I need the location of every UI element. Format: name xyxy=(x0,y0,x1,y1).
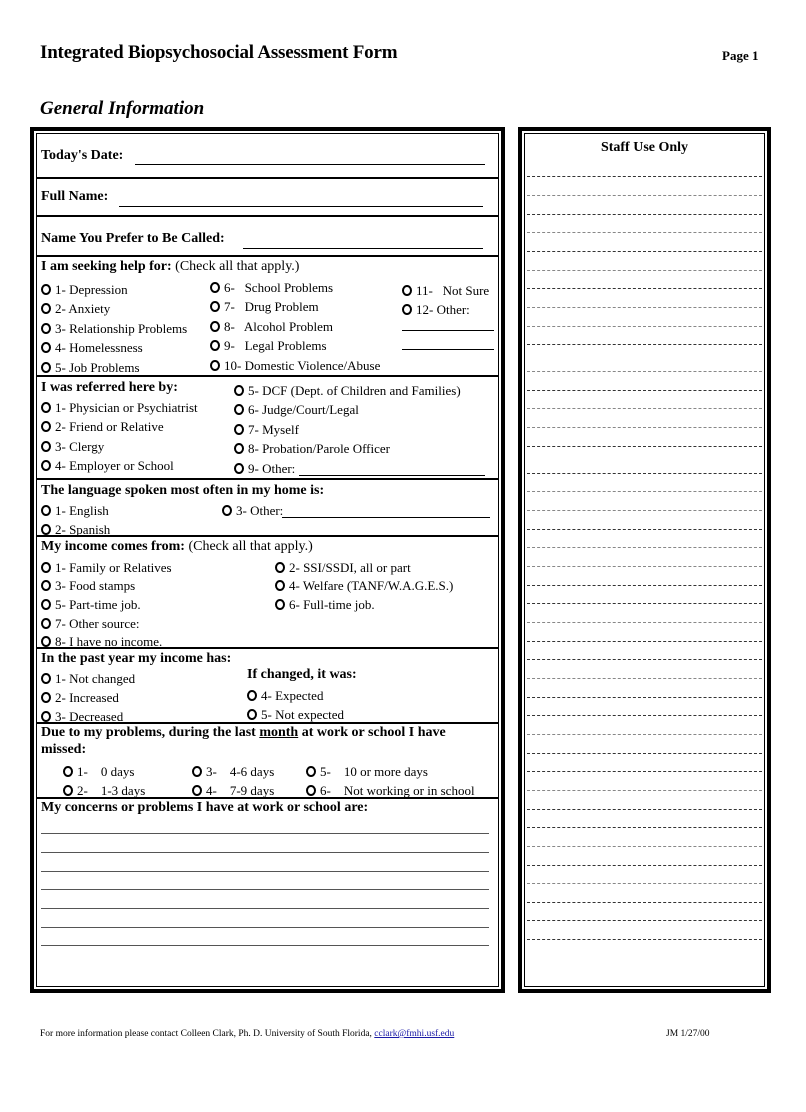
staff-line[interactable] xyxy=(527,883,762,884)
option-alcohol-problem[interactable] xyxy=(210,319,333,335)
radio-bullet-icon xyxy=(41,303,51,314)
option-4-6-days[interactable] xyxy=(192,764,274,780)
radio-bullet-icon xyxy=(210,360,220,371)
option-family-relatives[interactable] xyxy=(41,560,172,576)
option-judge-court[interactable] xyxy=(234,402,359,418)
option-label: 6- Judge/Court/Legal xyxy=(248,402,359,417)
staff-use-title: Staff Use Only xyxy=(600,140,689,155)
option-label: 8- Alcohol Problem xyxy=(224,319,334,334)
option-label: 4- Homelessness xyxy=(55,340,143,355)
option-label: 8- Probation/Parole Officer xyxy=(248,441,390,456)
option-10-plus-days[interactable] xyxy=(306,764,428,780)
option-referral-other[interactable] xyxy=(234,461,295,477)
staff-line[interactable] xyxy=(527,270,762,271)
option-number: 4- xyxy=(206,783,217,798)
option-domestic-violence[interactable] xyxy=(210,358,380,374)
radio-bullet-icon xyxy=(41,673,51,684)
option-label: 8- I have no income. xyxy=(55,634,163,649)
staff-use-frame xyxy=(518,127,771,993)
radio-bullet-icon xyxy=(41,402,51,413)
option-label: 2- Anxiety xyxy=(55,301,111,316)
missed-label-emphasis: month xyxy=(259,725,299,740)
concerns-line-2[interactable] xyxy=(41,852,489,853)
income-source-label xyxy=(41,539,313,555)
option-not-sure[interactable] xyxy=(402,283,489,299)
radio-bullet-icon xyxy=(41,562,51,573)
option-ssi-ssdi[interactable] xyxy=(275,560,411,576)
option-label: 3- Other: xyxy=(236,503,284,518)
radio-bullet-icon xyxy=(234,443,244,454)
radio-bullet-icon xyxy=(234,463,244,474)
option-label: 7- Other source: xyxy=(55,616,140,631)
footer-contact xyxy=(40,1029,454,1039)
staff-line[interactable] xyxy=(527,288,762,289)
staff-line[interactable] xyxy=(527,491,762,492)
option-label: 1- Depression xyxy=(55,282,128,297)
missed-label-part2: at work or school I have xyxy=(298,725,446,740)
concerns-section xyxy=(37,799,498,986)
radio-bullet-icon xyxy=(41,362,51,373)
option-depression[interactable] xyxy=(41,282,128,298)
concerns-line-7[interactable] xyxy=(41,945,489,946)
option-label: 5- Not expected xyxy=(261,707,345,722)
footer-revision: JM 1/27/00 xyxy=(666,1029,710,1039)
todays-date-field[interactable] xyxy=(135,164,485,165)
option-welfare[interactable] xyxy=(275,578,453,594)
option-label: 12- Other: xyxy=(416,302,470,317)
preferred-name-field[interactable] xyxy=(243,248,483,249)
page-number: Page 1 xyxy=(722,48,759,63)
option-probation-officer[interactable] xyxy=(234,441,390,457)
income-source-note: (Check all that apply.) xyxy=(188,539,313,554)
referred-by-label: I was referred here by: xyxy=(41,380,178,395)
option-label: 4-6 days xyxy=(229,764,275,779)
document-title: Integrated Biopsychosocial Assessment Form xyxy=(40,42,398,63)
option-number: 2- xyxy=(77,783,88,798)
option-myself[interactable] xyxy=(234,422,299,438)
staff-line[interactable] xyxy=(527,446,762,447)
staff-line[interactable] xyxy=(527,734,762,735)
staff-line[interactable] xyxy=(527,622,762,623)
option-label: 7- Myself xyxy=(248,422,299,437)
full-name-field[interactable] xyxy=(119,206,483,207)
option-clergy[interactable] xyxy=(41,439,104,455)
option-not-expected[interactable] xyxy=(247,707,344,723)
radio-bullet-icon xyxy=(210,340,220,351)
radio-bullet-icon xyxy=(234,385,244,396)
staff-line[interactable] xyxy=(527,344,762,345)
missed-days-label-line2: missed: xyxy=(41,742,87,757)
referral-other-field[interactable] xyxy=(299,475,485,476)
option-part-time-job[interactable] xyxy=(41,597,141,613)
radio-bullet-icon xyxy=(41,580,51,591)
radio-bullet-icon xyxy=(210,282,220,293)
option-decreased[interactable] xyxy=(41,709,123,725)
seeking-help-label xyxy=(41,259,299,275)
option-number: 5- xyxy=(320,764,331,779)
option-label: 4- Expected xyxy=(261,688,324,703)
income-change-label: In the past year my income has: xyxy=(41,651,232,666)
income-source-title: My income comes from: xyxy=(41,539,185,554)
option-number: 3- xyxy=(206,764,217,779)
option-label: 2- Friend or Relative xyxy=(55,419,164,434)
option-label: 4- Employer or School xyxy=(55,458,174,473)
radio-bullet-icon xyxy=(192,785,202,796)
other-help-field-1[interactable] xyxy=(402,330,494,331)
option-job-problems[interactable] xyxy=(41,360,140,376)
radio-bullet-icon xyxy=(234,424,244,435)
radio-bullet-icon xyxy=(247,709,257,720)
staff-frame-inner-border xyxy=(524,133,765,987)
seeking-help-note: (Check all that apply.) xyxy=(175,259,300,274)
concerns-line-6[interactable] xyxy=(41,927,489,928)
radio-bullet-icon xyxy=(275,562,285,573)
radio-bullet-icon xyxy=(41,441,51,452)
option-expected[interactable] xyxy=(247,688,323,704)
staff-line[interactable] xyxy=(527,232,762,233)
staff-line[interactable] xyxy=(527,529,762,530)
option-label: 5- DCF (Dept. of Children and Families) xyxy=(248,383,461,398)
option-legal-problems[interactable] xyxy=(210,338,327,354)
staff-line[interactable] xyxy=(527,473,762,474)
option-label: 1-3 days xyxy=(100,783,146,798)
option-relationship-problems[interactable] xyxy=(41,321,187,337)
option-label: 6- Full-time job. xyxy=(289,597,375,612)
option-label: 5- Part-time job. xyxy=(55,597,141,612)
if-changed-label: If changed, it was: xyxy=(247,667,357,682)
radio-bullet-icon xyxy=(306,785,316,796)
staff-line[interactable] xyxy=(527,326,762,327)
language-other-field[interactable] xyxy=(282,517,490,518)
option-label: 9- Legal Problems xyxy=(224,338,327,353)
contact-email-link[interactable]: cclark@fmhi.usf.edu xyxy=(374,1029,455,1039)
radio-bullet-icon xyxy=(41,421,51,432)
staff-line[interactable] xyxy=(527,214,762,215)
concerns-line-3[interactable] xyxy=(41,871,489,872)
staff-line[interactable] xyxy=(527,827,762,828)
option-physician[interactable] xyxy=(41,400,198,416)
income-change-section xyxy=(37,649,498,724)
language-label: The language spoken most often in my home is: xyxy=(41,483,325,498)
full-name-row xyxy=(37,179,498,217)
option-friend-relative[interactable] xyxy=(41,419,164,435)
staff-line[interactable] xyxy=(527,510,762,511)
option-spanish[interactable] xyxy=(41,522,110,538)
general-information-frame xyxy=(30,127,505,993)
option-not-working[interactable] xyxy=(306,783,475,799)
option-label: 7-9 days xyxy=(229,783,275,798)
todays-date-row xyxy=(37,134,498,179)
option-label: 4- Welfare (TANF/W.A.G.E.S.) xyxy=(289,578,454,593)
option-label: 1- Family or Relatives xyxy=(55,560,172,575)
option-food-stamps[interactable] xyxy=(41,578,135,594)
radio-bullet-icon xyxy=(402,285,412,296)
radio-bullet-icon xyxy=(63,766,73,777)
income-source-section xyxy=(37,537,498,649)
missed-days-section xyxy=(37,724,498,799)
option-homelessness[interactable] xyxy=(41,340,143,356)
option-label: 1- English xyxy=(55,503,109,518)
language-section xyxy=(37,480,498,537)
referred-by-section xyxy=(37,377,498,480)
staff-line[interactable] xyxy=(527,390,762,391)
option-no-income[interactable] xyxy=(41,634,162,650)
staff-line[interactable] xyxy=(527,176,762,177)
option-employer-school[interactable] xyxy=(41,458,174,474)
radio-bullet-icon xyxy=(247,690,257,701)
staff-line[interactable] xyxy=(527,902,762,903)
staff-line[interactable] xyxy=(527,566,762,567)
seeking-help-section xyxy=(37,257,498,377)
option-label: 3- Decreased xyxy=(55,709,124,724)
staff-line[interactable] xyxy=(527,195,762,196)
staff-line[interactable] xyxy=(527,678,762,679)
staff-line[interactable] xyxy=(527,846,762,847)
staff-line[interactable] xyxy=(527,585,762,586)
option-label: 6- School Problems xyxy=(224,280,334,295)
concerns-label: My concerns or problems I have at work or school are: xyxy=(41,800,369,815)
preferred-name-row xyxy=(37,217,498,257)
frame-inner-border xyxy=(36,133,499,987)
radio-bullet-icon xyxy=(41,636,51,647)
staff-line[interactable] xyxy=(527,697,762,698)
seeking-help-title: I am seeking help for: xyxy=(41,259,172,274)
staff-line[interactable] xyxy=(527,307,762,308)
staff-line[interactable] xyxy=(527,920,762,921)
section-title: General Information xyxy=(40,98,205,119)
radio-bullet-icon xyxy=(41,599,51,610)
option-label: 2- SSI/SSDI, all or part xyxy=(289,560,411,575)
staff-line[interactable] xyxy=(527,939,762,940)
option-other[interactable] xyxy=(402,302,470,318)
option-full-time-job[interactable] xyxy=(275,597,375,613)
radio-bullet-icon xyxy=(63,785,73,796)
staff-line[interactable] xyxy=(527,771,762,772)
radio-bullet-icon xyxy=(192,766,202,777)
radio-bullet-icon xyxy=(222,505,232,516)
option-label: 10- Domestic Violence/Abuse xyxy=(224,358,381,373)
option-label: 9- Other: xyxy=(248,461,296,476)
staff-line[interactable] xyxy=(527,641,762,642)
option-label: 11- Not Sure xyxy=(416,283,490,298)
option-drug-problem[interactable] xyxy=(210,299,319,315)
option-label: Not working or in school xyxy=(343,783,475,798)
radio-bullet-icon xyxy=(210,321,220,332)
radio-bullet-icon xyxy=(210,301,220,312)
option-label: 3- Clergy xyxy=(55,439,105,454)
option-english[interactable] xyxy=(41,503,109,519)
missed-label-part1: Due to my problems, during the last xyxy=(41,725,260,740)
radio-bullet-icon xyxy=(306,766,316,777)
radio-bullet-icon xyxy=(41,284,51,295)
radio-bullet-icon xyxy=(41,711,51,722)
option-label: 1- Physician or Psychiatrist xyxy=(55,400,198,415)
option-increased[interactable] xyxy=(41,690,119,706)
option-7-9-days[interactable] xyxy=(192,783,274,799)
option-other-source[interactable] xyxy=(41,616,139,632)
staff-line[interactable] xyxy=(527,790,762,791)
option-language-other[interactable] xyxy=(222,503,283,519)
option-label: 7- Drug Problem xyxy=(224,299,319,314)
staff-line[interactable] xyxy=(527,659,762,660)
radio-bullet-icon xyxy=(41,323,51,334)
staff-line[interactable] xyxy=(527,371,762,372)
option-1-3-days[interactable] xyxy=(63,783,145,799)
option-label: 3- Relationship Problems xyxy=(55,321,188,336)
option-label: 3- Food stamps xyxy=(55,578,136,593)
radio-bullet-icon xyxy=(41,618,51,629)
option-label: 2- Spanish xyxy=(55,522,111,537)
option-anxiety[interactable] xyxy=(41,301,110,317)
radio-bullet-icon xyxy=(275,599,285,610)
option-dcf[interactable] xyxy=(234,383,461,399)
staff-line[interactable] xyxy=(527,603,762,604)
option-label: 1- Not changed xyxy=(55,671,136,686)
option-label: 0 days xyxy=(100,764,135,779)
concerns-line-4[interactable] xyxy=(41,889,489,890)
radio-bullet-icon xyxy=(41,460,51,471)
radio-bullet-icon xyxy=(41,505,51,516)
radio-bullet-icon xyxy=(41,692,51,703)
option-not-changed[interactable] xyxy=(41,671,135,687)
option-number: 6- xyxy=(320,783,331,798)
full-name-label: Full Name: xyxy=(41,189,109,204)
option-label: 10 or more days xyxy=(343,764,428,779)
concerns-line-5[interactable] xyxy=(41,908,489,909)
staff-line[interactable] xyxy=(527,427,762,428)
staff-line[interactable] xyxy=(527,251,762,252)
option-label: 5- Job Problems xyxy=(55,360,140,375)
option-school-problems[interactable] xyxy=(210,280,333,296)
staff-line[interactable] xyxy=(527,547,762,548)
other-help-field-2[interactable] xyxy=(402,349,494,350)
preferred-name-label: Name You Prefer to Be Called: xyxy=(41,231,225,246)
todays-date-label: Today's Date: xyxy=(41,148,124,163)
option-label: 2- Increased xyxy=(55,690,119,705)
staff-line[interactable] xyxy=(527,753,762,754)
concerns-line-1[interactable] xyxy=(41,833,489,834)
option-number: 1- xyxy=(77,764,88,779)
staff-line[interactable] xyxy=(527,865,762,866)
staff-line[interactable] xyxy=(527,809,762,810)
radio-bullet-icon xyxy=(402,304,412,315)
footer-contact-text: For more information please contact Colleen Clark, Ph. D. University of South Florida, xyxy=(40,1029,375,1039)
staff-line[interactable] xyxy=(527,715,762,716)
missed-days-label xyxy=(41,725,446,741)
staff-line[interactable] xyxy=(527,408,762,409)
radio-bullet-icon xyxy=(41,342,51,353)
radio-bullet-icon xyxy=(275,580,285,591)
option-0-days[interactable] xyxy=(63,764,134,780)
radio-bullet-icon xyxy=(234,404,244,415)
radio-bullet-icon xyxy=(41,524,51,535)
